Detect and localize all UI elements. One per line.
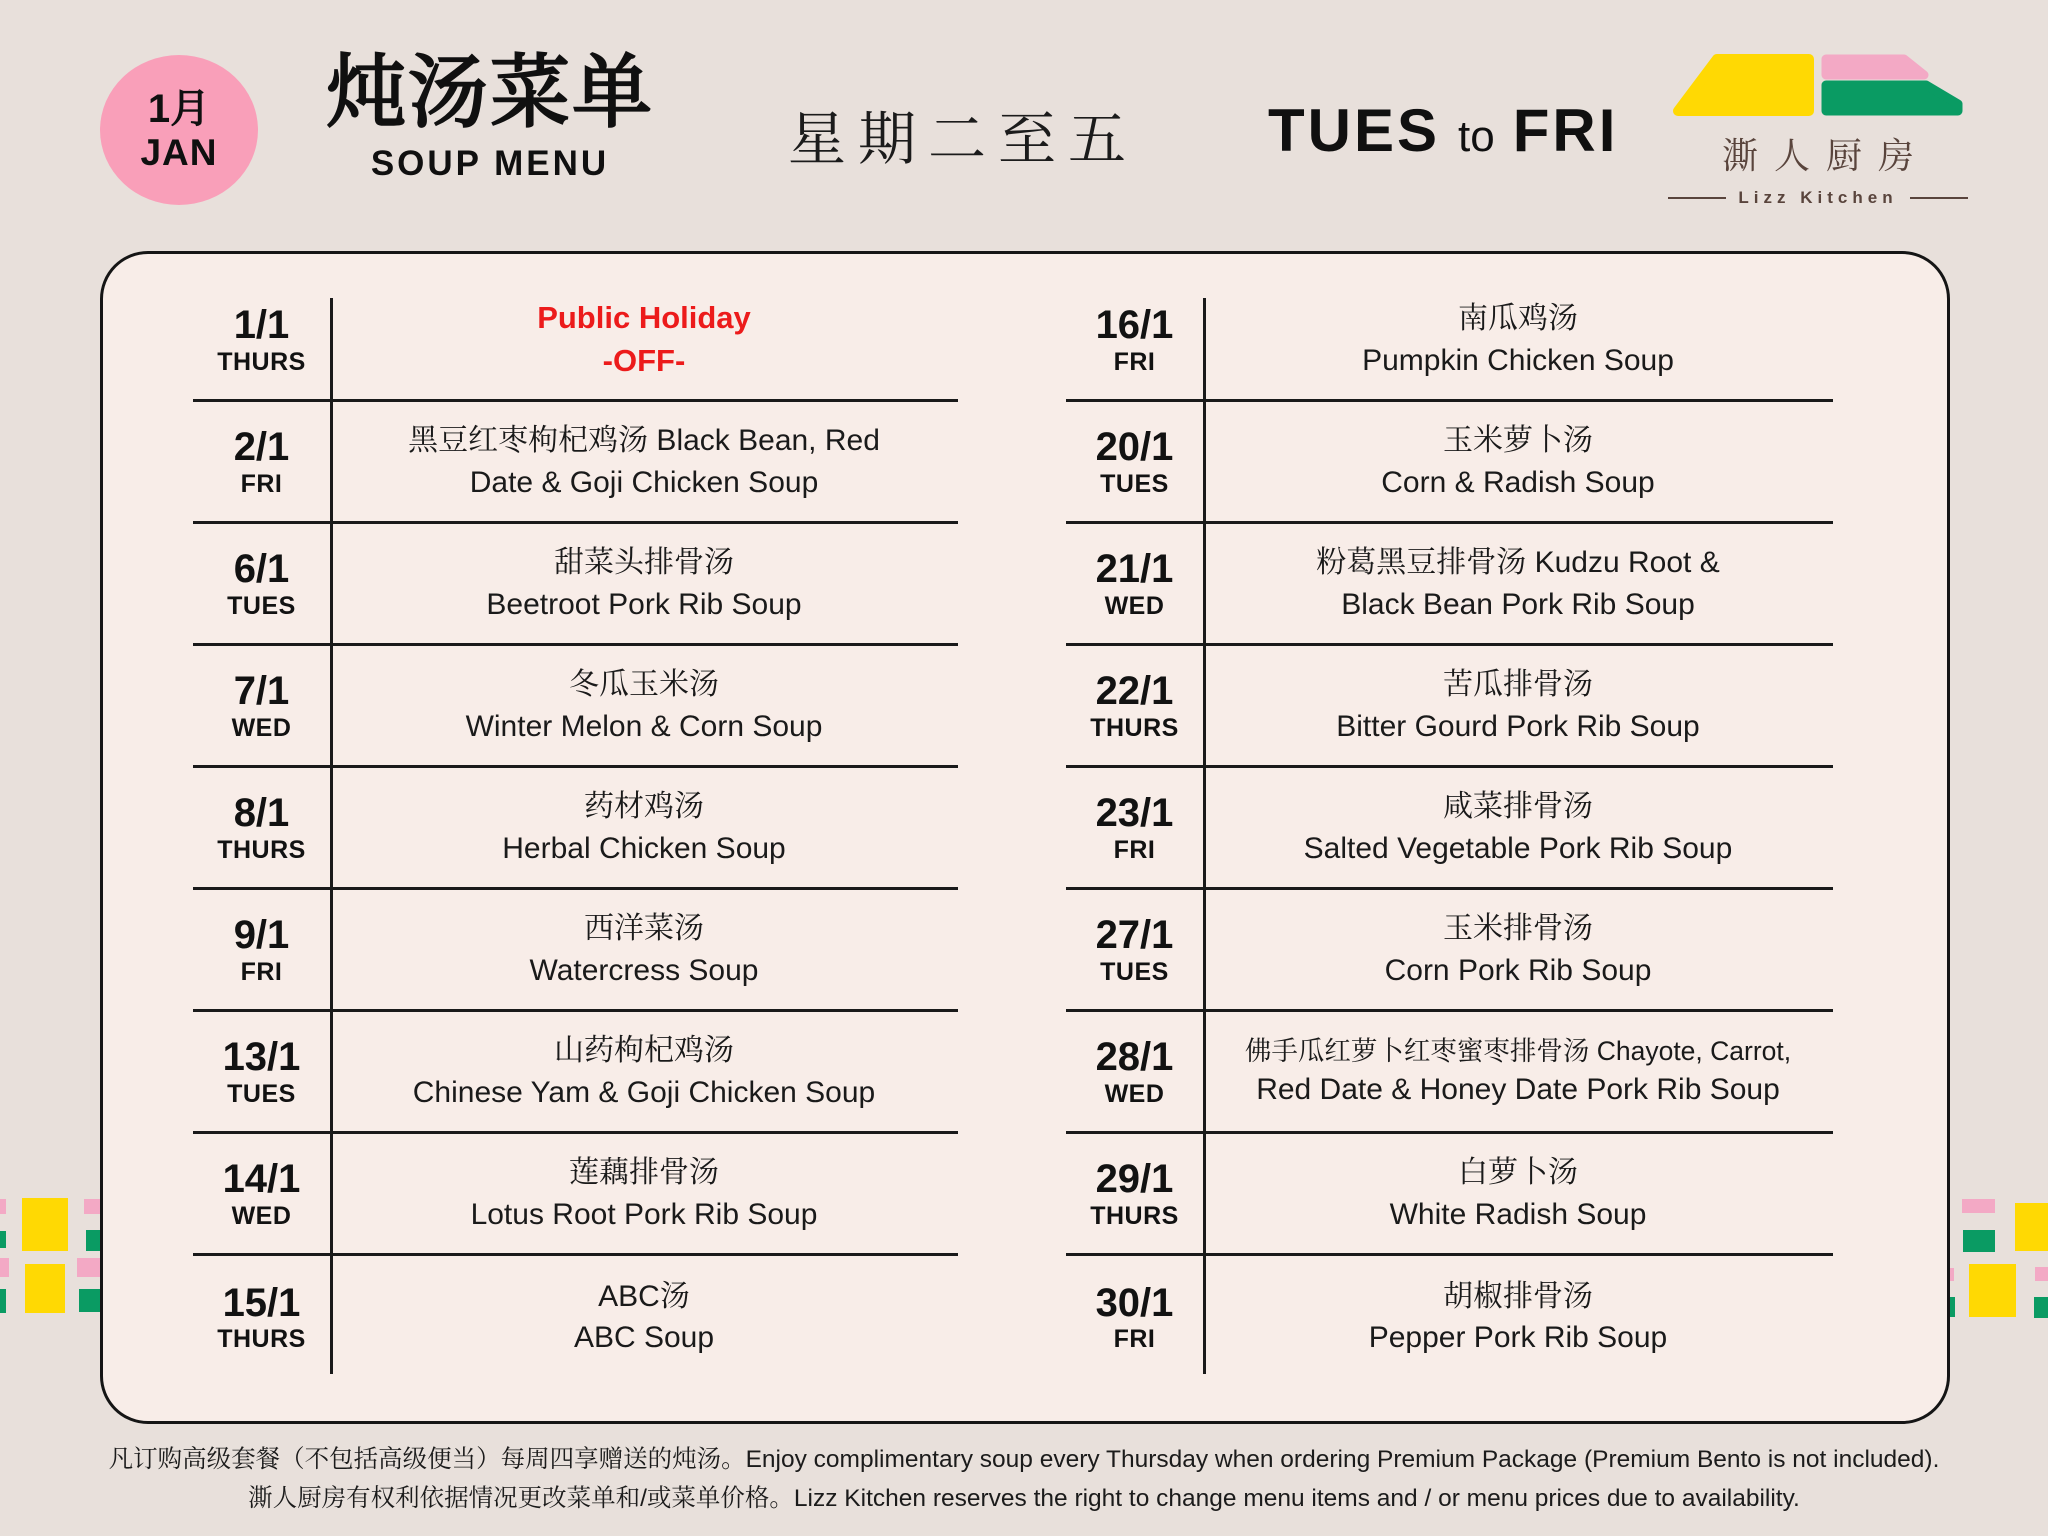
month-label-cn: 1月 [147, 86, 211, 131]
dash-line [1668, 197, 1726, 199]
soup-name-cn: 白萝卜汤 [1458, 1156, 1578, 1190]
menu-row [193, 890, 958, 1012]
brand-name-en: Lizz Kitchen [1738, 188, 1898, 207]
date-label: 16/1 [1095, 303, 1174, 348]
day-label: FRI [1113, 835, 1156, 864]
mosaic-square [0, 1199, 6, 1214]
date-cell [193, 547, 330, 620]
mosaic-square [0, 1258, 9, 1277]
mosaic-square [2035, 1267, 2048, 1281]
soup-name-cn: 胡椒排骨汤 [1443, 1279, 1593, 1313]
disclaimer-line2: 澌人厨房有权利依据情况更改菜单和/或菜单价格。Lizz Kitchen reserves the right to change menu items and / or menu prices due to availability. [248, 1485, 1800, 1513]
soup-name-en: Salted Vegetable Pork Rib Soup [1303, 831, 1733, 865]
date-label: 30/1 [1095, 1280, 1174, 1325]
menu-row [193, 1256, 958, 1378]
soup-name-en: Red Date & Honey Date Pork Rib Soup [1256, 1073, 1780, 1107]
soup-name-cn: ABC汤 [598, 1279, 690, 1313]
mosaic-square [2034, 1297, 2048, 1318]
month-badge [100, 55, 258, 205]
date-cell [1066, 1157, 1203, 1230]
menu-row [193, 768, 958, 890]
day-label: THURS [1090, 1201, 1179, 1230]
soup-name-cn: 莲藕排骨汤 [569, 1156, 719, 1190]
day-label: FRI [240, 469, 283, 498]
column-divider [330, 298, 333, 1374]
menu-row [1066, 1134, 1833, 1256]
date-label: 1/1 [233, 303, 290, 348]
menu-row [193, 524, 958, 646]
date-label: 15/1 [222, 1280, 301, 1325]
menu-row [1066, 768, 1833, 890]
soup-cell [1203, 420, 1833, 503]
dash-line [1910, 197, 1968, 199]
menu-row [1066, 280, 1833, 402]
soup-name-cn: 南瓜鸡汤 [1458, 302, 1578, 336]
house-icon [1668, 50, 1968, 118]
date-label: 7/1 [233, 669, 290, 714]
soup-name-en: Watercress Soup [529, 953, 759, 987]
date-cell [1066, 1281, 1203, 1354]
mosaic-square [77, 1258, 102, 1277]
date-label: 21/1 [1095, 547, 1174, 592]
soup-name-cn: 佛手瓜红萝卜红枣蜜枣排骨汤 Chayote, Carrot, [1244, 1035, 1792, 1066]
soup-name-cn: 玉米萝卜汤 [1443, 424, 1593, 458]
mosaic-square [1962, 1199, 1995, 1213]
day-label: THURS [217, 1325, 306, 1354]
date-label: 23/1 [1095, 791, 1174, 836]
mosaic-square [0, 1231, 6, 1248]
day-label: WED [231, 1201, 292, 1230]
holiday-label: Public Holiday [537, 299, 751, 335]
soup-name-en: Black Bean Pork Rib Soup [1341, 587, 1695, 621]
date-label: 9/1 [233, 913, 290, 958]
menu-row [1066, 402, 1833, 524]
soup-cell [1203, 908, 1833, 991]
soup-name-en: Beetroot Pork Rib Soup [486, 587, 802, 621]
soup-name-en: Pepper Pork Rib Soup [1368, 1321, 1668, 1354]
column-divider [1203, 298, 1206, 1374]
date-label: 14/1 [222, 1157, 301, 1202]
soup-name-en: Date & Goji Chicken Soup [469, 465, 819, 499]
day-label: TUES [227, 1079, 296, 1108]
menu-row [193, 280, 958, 402]
soup-cell [330, 786, 958, 869]
soup-name-en: Pumpkin Chicken Soup [1362, 343, 1674, 377]
soup-cell [330, 1276, 958, 1359]
menu-row [193, 402, 958, 524]
date-cell [193, 1281, 330, 1354]
soup-cell [330, 297, 958, 383]
soup-name-cn: 咸菜排骨汤 [1443, 790, 1593, 824]
soup-name-en: Herbal Chicken Soup [502, 831, 786, 865]
day-label: TUES [227, 591, 296, 620]
date-cell [193, 669, 330, 742]
date-cell [193, 913, 330, 986]
menu-column-right [1066, 280, 1833, 1378]
holiday-off-label: -OFF- [602, 342, 686, 378]
menu-row [193, 1134, 958, 1256]
day-label: THURS [1090, 713, 1179, 742]
date-cell [193, 791, 330, 864]
date-label: 6/1 [233, 547, 290, 592]
soup-cell [330, 908, 958, 991]
soup-name-cn: 玉米排骨汤 [1443, 912, 1593, 946]
menu-column-left [193, 280, 958, 1378]
soup-name-en: Winter Melon & Corn Soup [465, 709, 823, 743]
day-label: FRI [1113, 1325, 1156, 1354]
title-cn: 炖汤菜单 [326, 45, 654, 139]
schedule-until: FRI [1512, 97, 1619, 164]
schedule-from: TUES [1268, 97, 1441, 164]
date-label: 27/1 [1095, 913, 1174, 958]
soup-cell [330, 664, 958, 747]
date-label: 22/1 [1095, 669, 1174, 714]
soup-cell [1203, 1276, 1833, 1359]
soup-cell [330, 1030, 958, 1113]
date-cell [1066, 547, 1203, 620]
mosaic-square [25, 1264, 65, 1313]
date-cell [1066, 791, 1203, 864]
menu-row [1066, 646, 1833, 768]
day-label: TUES [1100, 957, 1169, 986]
date-cell [1066, 425, 1203, 498]
soup-name-en: Lotus Root Pork Rib Soup [470, 1197, 818, 1231]
day-label: THURS [217, 347, 306, 376]
soup-cell [1203, 1152, 1833, 1235]
schedule-days-en [1268, 96, 1618, 165]
soup-name-cn: 甜菜头排骨汤 [554, 546, 734, 580]
mosaic-square [2015, 1203, 2048, 1251]
soup-name-en: Bitter Gourd Pork Rib Soup [1336, 709, 1700, 743]
day-label: WED [1104, 1079, 1165, 1108]
brand-name-cn: 澌人厨房 [1721, 135, 1930, 176]
soup-name-cn: 山药枸杞鸡汤 [554, 1034, 734, 1068]
soup-cell [330, 420, 958, 503]
soup-name-cn: 粉葛黑豆排骨汤 Kudzu Root & [1316, 546, 1720, 580]
brand-name-row [1668, 188, 1968, 208]
soup-name-en: White Radish Soup [1389, 1197, 1647, 1231]
disclaimer-line1: 凡订购高级套餐（不包括高级便当）每周四享赠送的炖汤。Enjoy complimentary soup every Thursday when ordering Premium Package (Premium Bento is not included). [108, 1446, 1940, 1473]
date-cell [1066, 1035, 1203, 1108]
soup-name-en: Corn & Radish Soup [1381, 465, 1655, 499]
date-label: 8/1 [233, 791, 290, 836]
date-cell [1066, 669, 1203, 742]
date-cell [193, 303, 330, 376]
schedule-days-cn: 星期二至五 [788, 105, 1139, 173]
menu-row [1066, 524, 1833, 646]
mosaic-square [1963, 1230, 1995, 1252]
soup-cell [1203, 298, 1833, 381]
date-cell [1066, 913, 1203, 986]
soup-name-cn: 黑豆红枣枸杞鸡汤 Black Bean, Red [408, 424, 880, 458]
soup-name-en: Chinese Yam & Goji Chicken Soup [412, 1075, 876, 1109]
date-cell [193, 1157, 330, 1230]
day-label: TUES [1100, 469, 1169, 498]
soup-name-en: Corn Pork Rib Soup [1384, 953, 1652, 987]
soup-cell [330, 542, 958, 625]
menu-card [100, 251, 1950, 1424]
day-label: FRI [240, 957, 283, 986]
soup-cell [330, 1152, 958, 1235]
title-en: SOUP MENU [370, 144, 610, 183]
menu-row [1066, 890, 1833, 1012]
date-cell [193, 1035, 330, 1108]
menu-row [1066, 1012, 1833, 1134]
date-cell [1066, 303, 1203, 376]
disclaimer [0, 1440, 2048, 1518]
soup-name-cn: 苦瓜排骨汤 [1443, 668, 1593, 702]
date-cell [193, 425, 330, 498]
date-label: 13/1 [222, 1035, 301, 1080]
date-label: 28/1 [1095, 1035, 1174, 1080]
day-label: WED [1104, 591, 1165, 620]
soup-cell [1203, 664, 1833, 747]
mosaic-square [22, 1198, 68, 1251]
lizz-kitchen-logo [1668, 50, 1968, 208]
menu-row [193, 646, 958, 768]
soup-cell [1203, 542, 1833, 625]
date-label: 2/1 [233, 425, 290, 470]
mosaic-square [0, 1289, 6, 1313]
soup-name-cn: 冬瓜玉米汤 [569, 668, 719, 702]
soup-cell [1203, 1033, 1833, 1111]
day-label: FRI [1113, 347, 1156, 376]
day-label: THURS [217, 835, 306, 864]
soup-name-en: ABC Soup [573, 1321, 715, 1354]
soup-cell [1203, 786, 1833, 869]
month-label-en: JAN [140, 131, 218, 173]
page-title [322, 45, 658, 184]
schedule-to: to [1458, 112, 1495, 161]
soup-name-cn: 药材鸡汤 [584, 790, 704, 824]
mosaic-square [1969, 1264, 2016, 1317]
menu-row [193, 1012, 958, 1134]
soup-name-cn: 西洋菜汤 [584, 912, 704, 946]
day-label: WED [231, 713, 292, 742]
date-label: 29/1 [1095, 1157, 1174, 1202]
menu-row [1066, 1256, 1833, 1378]
date-label: 20/1 [1095, 425, 1174, 470]
